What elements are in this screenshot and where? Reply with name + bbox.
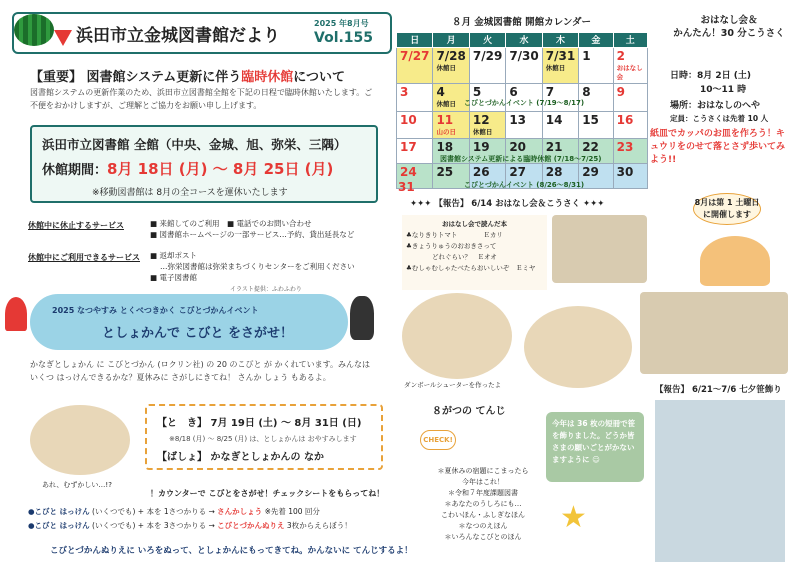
shooter-caption: ダンボールシューターを作ったよ bbox=[404, 381, 502, 389]
closure-mobile-note: ※移動図書館は 8月の全コースを運休いたします bbox=[92, 188, 288, 198]
volume-number: Vol.155 bbox=[314, 30, 374, 46]
calendar-event-label: 図書館システム更新による臨時休館 (7/18～7/25) bbox=[440, 155, 602, 163]
weekday-header: 木 bbox=[542, 33, 578, 48]
reading-child-illustration bbox=[700, 236, 770, 286]
issue-date: 2025 年8月号 bbox=[314, 19, 369, 28]
prize-row: ●こびと はっけん (いくつでも) + 本を 3さつかりる → こびとづかんぬりえ 3枚からえらぼう！ bbox=[28, 521, 352, 530]
calendar-day: 10 bbox=[397, 111, 433, 138]
calendar-day: 21 bbox=[542, 138, 578, 163]
closure-period: 休館期間：8月 18日 (月) ～ 8月 25日 (月) bbox=[42, 160, 334, 178]
watermelon-slice-icon bbox=[54, 30, 72, 46]
available-services-list: ■ 返却ポスト …弥栄図書館は弥栄まちづくりセンターをご利用ください ■ 電子図書館 bbox=[150, 251, 355, 282]
calendar-day: 4 休館日 bbox=[433, 84, 469, 111]
calendar-day: 2 おはなし会 bbox=[613, 47, 647, 84]
ohanashi-capacity: 定員：こうさくは先着 10 人 bbox=[670, 114, 769, 123]
calendar-day: 13 bbox=[506, 111, 542, 138]
books-read-list: おはなし会で読んだ本 ♣なりきりトマト Ｅカリ ♣きょうりゅうのおおきさって どれぐらい？ Ｅオオ ♣むしゃむしゃたべたらおいしいぞ Ｅミヤ bbox=[402, 215, 547, 290]
checksheet-note: ！カウンターで こびとをさがせ！チェックシートをもらってね！ bbox=[150, 489, 385, 498]
calendar-day: 23 bbox=[613, 138, 647, 163]
weekday-header: 土 bbox=[613, 33, 647, 48]
calendar-day-31: 31 bbox=[398, 180, 415, 194]
calendar-day: 7/30 bbox=[506, 47, 542, 84]
banner-small-text: 2025 なつやすみ とくべつきかく こびとづかんイベント bbox=[52, 306, 259, 315]
calendar-day: 27 bbox=[506, 163, 542, 188]
calendar-day: 29 bbox=[579, 163, 613, 188]
calendar-day: 1 bbox=[579, 47, 613, 84]
calendar-day: 6 bbox=[506, 84, 542, 111]
calendar-day: 9 bbox=[613, 84, 647, 111]
closure-libraries: 浜田市立図書館 全館（中央、金城、旭、弥栄、三隅） bbox=[42, 137, 347, 152]
event-details-box bbox=[145, 404, 383, 470]
ohanashi-date: 日時：8月 2日 (土) bbox=[670, 71, 752, 81]
storytime-photo bbox=[552, 215, 647, 283]
ohanashi-place: 場所：おはなしのへや bbox=[670, 101, 761, 111]
calendar-day: 15 bbox=[579, 111, 613, 138]
kobito-illustration bbox=[30, 405, 130, 475]
event-date-note: ※8/18 (月) ～ 8/25 (月) は、としょかんは おやすみします bbox=[169, 435, 357, 443]
calendar-day: 7/29 bbox=[469, 47, 505, 84]
kobito-caption: あれ、むずかしい…!? bbox=[42, 481, 112, 489]
calendar-day: 11 山の日 bbox=[433, 111, 469, 138]
craft-photo bbox=[402, 293, 512, 379]
calendar-day: 7 bbox=[542, 84, 578, 111]
calendar-day: 26 bbox=[469, 163, 505, 188]
check-badge: CHECK! bbox=[420, 430, 456, 450]
kobito-event-banner bbox=[30, 294, 348, 350]
weekday-header: 日 bbox=[397, 33, 433, 48]
calendar-day: 14 bbox=[542, 111, 578, 138]
calendar-day: 25 bbox=[433, 163, 469, 188]
illustration-credit: イラスト提供：ふわふわり bbox=[230, 286, 302, 293]
stopped-services-list: ■ 来館してのご利用 ■ 電話でのお問い合わせ ■ 図書館ホームページの一部サービス…予約、貸出延長など bbox=[150, 219, 355, 239]
stopped-services-label: 休館中に休止するサービス bbox=[28, 221, 124, 230]
watermelon-icon bbox=[14, 14, 54, 46]
group-photo bbox=[640, 292, 788, 374]
ohanashi-time: 10～11 時 bbox=[700, 85, 747, 95]
calendar-day: 5 bbox=[469, 84, 505, 111]
report-heading: ✦✦✦ 【報告】 6/14 おはなし会＆こうさく ✦✦✦ bbox=[410, 199, 605, 209]
closure-heading: 【重要】 図書館システム更新に伴う臨時休館について bbox=[30, 70, 345, 85]
ohanashi-title: おはなし会＆ かんたん！30 分こうさく bbox=[673, 15, 785, 39]
calendar-day: 22 bbox=[579, 138, 613, 163]
calendar-event-label: こびとづかんイベント (7/19～8/17) bbox=[464, 99, 585, 107]
kobito-character-icon bbox=[350, 296, 374, 340]
tanabata-note: 今年は 36 枚の短冊で笹を飾りました。どうか皆さまの願いごとがかないますように ☺ bbox=[546, 412, 644, 482]
calendar-day: 7/28 休館日 bbox=[433, 47, 469, 84]
banner-big-text: としょかんで こびと をさがせ！ bbox=[102, 326, 294, 341]
calendar-day: 17 bbox=[397, 138, 433, 163]
closure-box bbox=[30, 125, 378, 203]
tanabata-heading: 【報告】 6/21～7/6 七夕笹飾り bbox=[655, 385, 782, 395]
calendar-day: 20 bbox=[506, 138, 542, 163]
newsletter-title: 浜田市立金城図書館だより bbox=[76, 26, 280, 46]
coloring-note: こびとづかんぬりえに いろをぬって、としょかんにもってきてね。かんないに てんじするよ！ bbox=[50, 546, 413, 556]
shooter-photo bbox=[524, 306, 632, 388]
calendar-day: 3 bbox=[397, 84, 433, 111]
tenji-title: ８がつの てんじ bbox=[432, 406, 506, 417]
calendar-day: 19 bbox=[469, 138, 505, 163]
weekday-header: 月 bbox=[433, 33, 469, 48]
calendar-day: 28 bbox=[542, 163, 578, 188]
ohanashi-bubble: 8月は第 1 土曜日に開催します bbox=[693, 193, 761, 225]
weekday-header: 金 bbox=[579, 33, 613, 48]
calendar-event-label: こびとづかんイベント (8/26～8/31) bbox=[464, 181, 585, 189]
mushroom-icon bbox=[5, 297, 27, 331]
ohanashi-craft: 紙皿でカッパのお皿を作ろう！キュウリをのせて落とさず歩いてみよう!! bbox=[650, 129, 786, 165]
available-services-label: 休館中にご利用できるサービス bbox=[28, 253, 140, 262]
calendar-title: ８月 金城図書館 開館カレンダー bbox=[452, 17, 591, 28]
event-intro: かなぎとしょかん に こびとづかん (ロクリン社) の 20 のこびと が かくれています。みんなは いくつ はっけんできるかな？夏休みに さがしにきてね！ さんか しょう もあるよ。 bbox=[30, 360, 370, 382]
calendar-day: 18 bbox=[433, 138, 469, 163]
star-icon: ★ bbox=[560, 500, 587, 535]
event-date: 【と き】 7月 19日 (土) ～ 8月 31日 (日) bbox=[157, 418, 362, 429]
calendar-day: 8 bbox=[579, 84, 613, 111]
closure-notice: 図書館システムの更新作業のため、浜田市立図書館全館を下記の日程で臨時休館いたします。ご不便をおかけしますが、ご理解とご協力をお願い申し上げます。 bbox=[30, 88, 373, 110]
weekday-header: 水 bbox=[506, 33, 542, 48]
calendar-day: 7/31 休館日 bbox=[542, 47, 578, 84]
weekday-header: 火 bbox=[469, 33, 505, 48]
tenji-list: ＊夏休みの宿題にこまったら 今年はこれ！ ＊令和７年度課題図書 ＊あなたのうしろにも… こわいほん・ふしぎなほん ＊なつのえほん ＊いろんなこびとのほん bbox=[437, 467, 529, 541]
calendar-day: 12 休館日 bbox=[469, 111, 505, 138]
calendar-day: 30 bbox=[613, 163, 647, 188]
opening-calendar bbox=[396, 32, 648, 189]
calendar-day: 24 bbox=[397, 163, 433, 188]
tanabata-photo bbox=[655, 400, 785, 562]
calendar-day: 16 bbox=[613, 111, 647, 138]
calendar-day: 7/27 bbox=[397, 47, 433, 84]
event-place: 【ばしょ】 かなぎとしょかんの なか bbox=[157, 452, 324, 463]
prize-row: ●こびと はっけん (いくつでも) + 本を 1さつかりる → さんかしょう ※先着 100 回分 bbox=[28, 507, 320, 516]
